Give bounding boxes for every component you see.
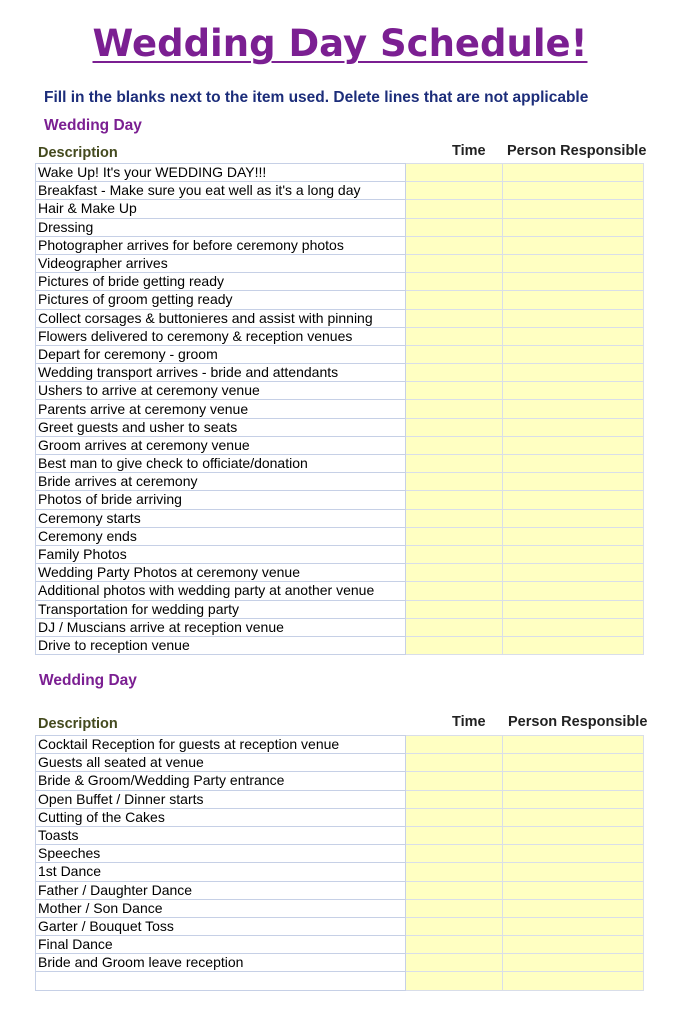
time-field[interactable]	[406, 881, 503, 899]
person-responsible-field[interactable]	[503, 473, 644, 491]
person-responsible-field[interactable]	[503, 345, 644, 363]
time-field[interactable]	[406, 618, 503, 636]
table-row	[36, 345, 644, 363]
description-cell: Wake Up! It's your WEDDING DAY!!!	[36, 164, 406, 182]
table-row	[36, 254, 644, 272]
table-row	[36, 545, 644, 563]
time-field[interactable]	[406, 491, 503, 509]
description-cell: Best man to give check to officiate/donation	[36, 455, 406, 473]
description-cell: Groom arrives at ceremony venue	[36, 436, 406, 454]
person-responsible-field[interactable]	[503, 826, 644, 844]
section-1-schedule-table	[35, 163, 644, 655]
person-responsible-field[interactable]	[503, 491, 644, 509]
description-cell: Cutting of the Cakes	[36, 808, 406, 826]
table-row	[36, 273, 644, 291]
table-row	[36, 327, 644, 345]
person-responsible-field[interactable]	[503, 164, 644, 182]
person-responsible-field[interactable]	[503, 382, 644, 400]
person-responsible-field[interactable]	[503, 954, 644, 972]
table-row	[36, 509, 644, 527]
description-cell: Pictures of bride getting ready	[36, 273, 406, 291]
time-field[interactable]	[406, 972, 503, 990]
description-cell: Breakfast - Make sure you eat well as it's a long day	[36, 182, 406, 200]
description-cell: Bride arrives at ceremony	[36, 473, 406, 491]
person-responsible-field[interactable]	[503, 899, 644, 917]
person-responsible-field[interactable]	[503, 200, 644, 218]
time-field[interactable]	[406, 364, 503, 382]
table-row	[36, 600, 644, 618]
time-field[interactable]	[406, 455, 503, 473]
section-1-time-header: Time	[452, 143, 486, 159]
time-field[interactable]	[406, 527, 503, 545]
description-cell: Final Dance	[36, 936, 406, 954]
person-responsible-field[interactable]	[503, 972, 644, 990]
person-responsible-field[interactable]	[503, 582, 644, 600]
table-row	[36, 772, 644, 790]
section-2-person-header: Person Responsible	[508, 714, 648, 730]
person-responsible-field[interactable]	[503, 545, 644, 563]
table-row	[36, 917, 644, 935]
table-row	[36, 491, 644, 509]
time-field[interactable]	[406, 164, 503, 182]
table-row	[36, 309, 644, 327]
table-row	[36, 936, 644, 954]
table-row	[36, 899, 644, 917]
description-cell: DJ / Muscians arrive at reception venue	[36, 618, 406, 636]
table-row	[36, 845, 644, 863]
table-row	[36, 954, 644, 972]
table-row	[36, 972, 644, 990]
description-cell: 1st Dance	[36, 863, 406, 881]
section-2-schedule-table	[35, 735, 644, 991]
time-field[interactable]	[406, 790, 503, 808]
time-field[interactable]	[406, 845, 503, 863]
description-cell: Wedding Party Photos at ceremony venue	[36, 564, 406, 582]
description-cell: Pictures of groom getting ready	[36, 291, 406, 309]
description-cell: Open Buffet / Dinner starts	[36, 790, 406, 808]
time-field[interactable]	[406, 917, 503, 935]
person-responsible-field[interactable]	[503, 881, 644, 899]
person-responsible-field[interactable]	[503, 436, 644, 454]
person-responsible-field[interactable]	[503, 772, 644, 790]
time-field[interactable]	[406, 600, 503, 618]
person-responsible-field[interactable]	[503, 936, 644, 954]
time-field[interactable]	[406, 863, 503, 881]
time-field[interactable]	[406, 772, 503, 790]
table-row	[36, 736, 644, 754]
time-field[interactable]	[406, 736, 503, 754]
time-field[interactable]	[406, 200, 503, 218]
table-row	[36, 164, 644, 182]
time-field[interactable]	[406, 754, 503, 772]
person-responsible-field[interactable]	[503, 790, 644, 808]
person-responsible-field[interactable]	[503, 400, 644, 418]
table-row	[36, 455, 644, 473]
person-responsible-field[interactable]	[503, 527, 644, 545]
time-field[interactable]	[406, 236, 503, 254]
description-cell: Hair & Make Up	[36, 200, 406, 218]
description-cell	[36, 972, 406, 990]
person-responsible-field[interactable]	[503, 182, 644, 200]
time-field[interactable]	[406, 564, 503, 582]
table-row	[36, 826, 644, 844]
description-cell: Transportation for wedding party	[36, 600, 406, 618]
table-row	[36, 473, 644, 491]
table-row	[36, 564, 644, 582]
description-cell: Drive to reception venue	[36, 636, 406, 654]
person-responsible-field[interactable]	[503, 273, 644, 291]
person-responsible-field[interactable]	[503, 455, 644, 473]
time-field[interactable]	[406, 400, 503, 418]
time-field[interactable]	[406, 582, 503, 600]
person-responsible-field[interactable]	[503, 736, 644, 754]
table-row	[36, 182, 644, 200]
description-cell: Toasts	[36, 826, 406, 844]
table-row	[36, 790, 644, 808]
table-row	[36, 754, 644, 772]
person-responsible-field[interactable]	[503, 917, 644, 935]
time-field[interactable]	[406, 273, 503, 291]
time-field[interactable]	[406, 345, 503, 363]
time-field[interactable]	[406, 436, 503, 454]
person-responsible-field[interactable]	[503, 618, 644, 636]
section-1-description-header: Description	[38, 145, 118, 161]
time-field[interactable]	[406, 636, 503, 654]
person-responsible-field[interactable]	[503, 636, 644, 654]
description-cell: Garter / Bouquet Toss	[36, 917, 406, 935]
table-row	[36, 863, 644, 881]
description-cell: Photos of bride arriving	[36, 491, 406, 509]
table-row	[36, 527, 644, 545]
time-field[interactable]	[406, 418, 503, 436]
table-row	[36, 236, 644, 254]
time-field[interactable]	[406, 382, 503, 400]
person-responsible-field[interactable]	[503, 418, 644, 436]
person-responsible-field[interactable]	[503, 754, 644, 772]
person-responsible-field[interactable]	[503, 600, 644, 618]
time-field[interactable]	[406, 473, 503, 491]
table-row	[36, 200, 644, 218]
person-responsible-field[interactable]	[503, 309, 644, 327]
time-field[interactable]	[406, 826, 503, 844]
person-responsible-field[interactable]	[503, 236, 644, 254]
person-responsible-field[interactable]	[503, 845, 644, 863]
time-field[interactable]	[406, 899, 503, 917]
table-row	[36, 382, 644, 400]
description-cell: Family Photos	[36, 545, 406, 563]
description-cell: Bride & Groom/Wedding Party entrance	[36, 772, 406, 790]
description-cell: Wedding transport arrives - bride and attendants	[36, 364, 406, 382]
table-row	[36, 436, 644, 454]
person-responsible-field[interactable]	[503, 218, 644, 236]
time-field[interactable]	[406, 309, 503, 327]
description-cell: Flowers delivered to ceremony & reception venues	[36, 327, 406, 345]
description-cell: Bride and Groom leave reception	[36, 954, 406, 972]
person-responsible-field[interactable]	[503, 291, 644, 309]
description-cell: Greet guests and usher to seats	[36, 418, 406, 436]
table-row	[36, 582, 644, 600]
time-field[interactable]	[406, 808, 503, 826]
person-responsible-field[interactable]	[503, 863, 644, 881]
person-responsible-field[interactable]	[503, 564, 644, 582]
description-cell: Ceremony ends	[36, 527, 406, 545]
description-cell: Additional photos with wedding party at another venue	[36, 582, 406, 600]
person-responsible-field[interactable]	[503, 364, 644, 382]
table-row	[36, 881, 644, 899]
table-row	[36, 400, 644, 418]
description-cell: Depart for ceremony - groom	[36, 345, 406, 363]
description-cell: Videographer arrives	[36, 254, 406, 272]
description-cell: Ceremony starts	[36, 509, 406, 527]
time-field[interactable]	[406, 509, 503, 527]
table-row	[36, 218, 644, 236]
time-field[interactable]	[406, 218, 503, 236]
description-cell: Photographer arrives for before ceremony photos	[36, 236, 406, 254]
section-1-person-header: Person Responsible	[507, 143, 647, 159]
description-cell: Collect corsages & buttonieres and assist with pinning	[36, 309, 406, 327]
person-responsible-field[interactable]	[503, 254, 644, 272]
person-responsible-field[interactable]	[503, 327, 644, 345]
description-cell: Guests all seated at venue	[36, 754, 406, 772]
table-row	[36, 808, 644, 826]
table-row	[36, 636, 644, 654]
time-field[interactable]	[406, 182, 503, 200]
page-title: Wedding Day Schedule!	[92, 22, 588, 65]
table-row	[36, 291, 644, 309]
time-field[interactable]	[406, 254, 503, 272]
time-field[interactable]	[406, 291, 503, 309]
time-field[interactable]	[406, 327, 503, 345]
section-2-description-header: Description	[38, 716, 118, 732]
time-field[interactable]	[406, 954, 503, 972]
time-field[interactable]	[406, 545, 503, 563]
person-responsible-field[interactable]	[503, 808, 644, 826]
description-cell: Cocktail Reception for guests at reception venue	[36, 736, 406, 754]
description-cell: Ushers to arrive at ceremony venue	[36, 382, 406, 400]
person-responsible-field[interactable]	[503, 509, 644, 527]
table-row	[36, 418, 644, 436]
section-1-title: Wedding Day	[44, 117, 142, 134]
instructions-text: Fill in the blanks next to the item used. Delete lines that are not applicable	[44, 89, 589, 106]
table-row	[36, 364, 644, 382]
time-field[interactable]	[406, 936, 503, 954]
description-cell: Speeches	[36, 845, 406, 863]
section-2-time-header: Time	[452, 714, 486, 730]
description-cell: Father / Daughter Dance	[36, 881, 406, 899]
table-row	[36, 618, 644, 636]
description-cell: Mother / Son Dance	[36, 899, 406, 917]
section-2-title: Wedding Day	[39, 672, 137, 689]
description-cell: Dressing	[36, 218, 406, 236]
description-cell: Parents arrive at ceremony venue	[36, 400, 406, 418]
